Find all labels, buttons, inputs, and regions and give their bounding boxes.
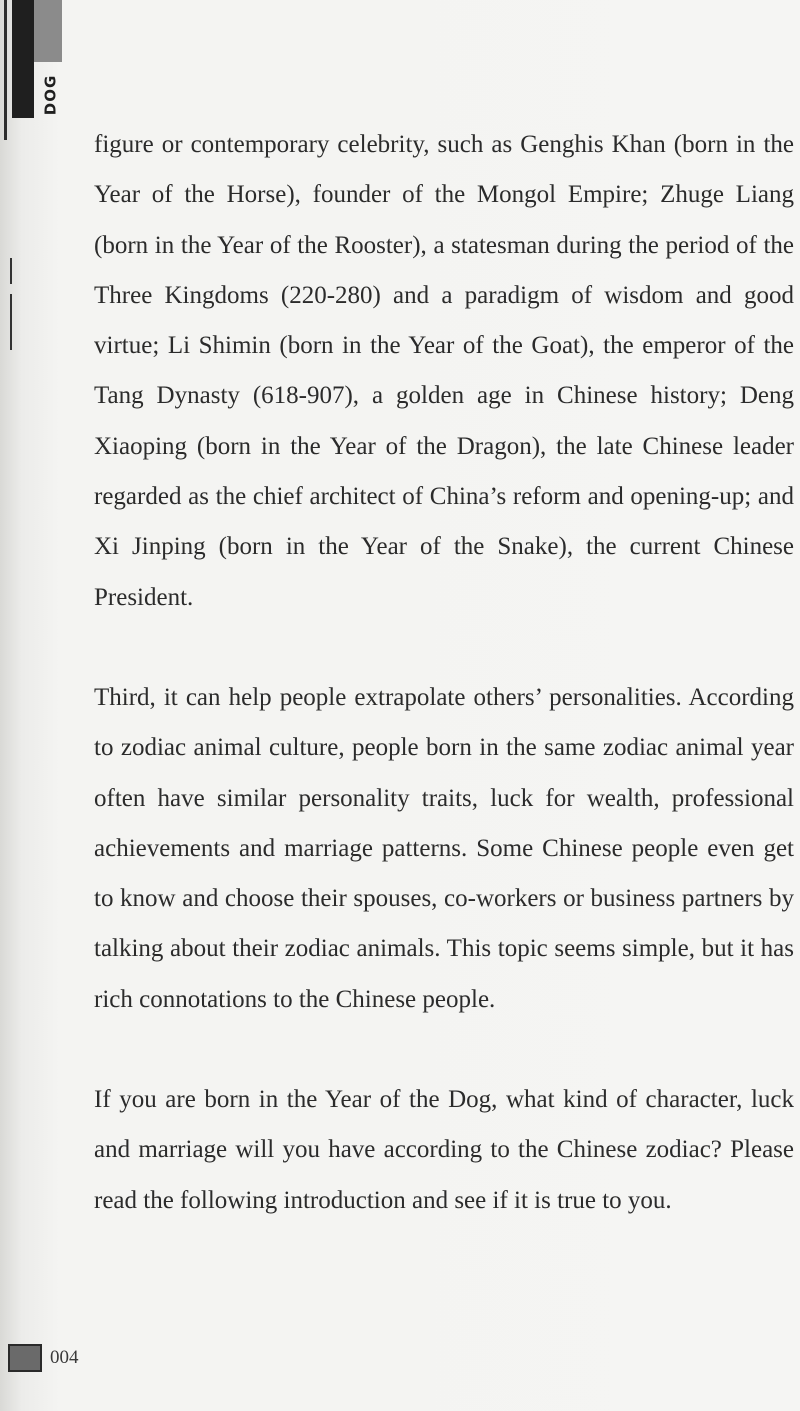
chapter-tab xyxy=(36,72,64,118)
page-number: 004 xyxy=(50,1347,79,1368)
footer-marker xyxy=(8,1344,42,1372)
paragraph-2: Third, it can help people extrapolate others’ personalities. According to zodiac animal culture, people born in the same zodiac animal year often have similar personality traits, luck for wealth, professional achievements and marriage patterns. Some Chinese people even get to know and choose their spouses, co-workers or business partners by talking about their zodiac animals. This topic seems simple, but it has rich connotations to the Chinese people. xyxy=(94,683,794,1013)
paragraph-1: figure or contemporary celebrity, such as Genghis Khan (born in the Year of the Horse), founder of the Mongol Empire; Zhuge Liang (born in the Year of the Rooster), a statesman during the period of the Three Kingdoms (220-280) and a paradigm of wisdom and good virtue; Li Shimin (born in the Year of the Goat), the emperor of the Tang Dynasty (618-907), a golden age in Chinese history; Deng Xiaoping (born in the Year of the Dragon), the late Chinese leader regarded as the chief architect of China’s reform and opening-up; and Xi Jinping (born in the Year of the Snake), the current Chinese President. xyxy=(94,131,794,611)
page-footer xyxy=(8,1344,79,1372)
chapter-tab-accent xyxy=(34,0,62,62)
paragraph-3: If you are born in the Year of the Dog, what kind of character, luck and marriage will you have according to the Chinese zodiac? Please read the following introduction and see if it is true to you. xyxy=(94,1086,794,1214)
margin-rule xyxy=(4,0,7,140)
chapter-tab-label: DOG xyxy=(41,74,60,116)
edge-mark xyxy=(10,258,12,284)
body-text xyxy=(94,120,794,1226)
chapter-tab-block xyxy=(12,0,34,118)
edge-mark xyxy=(10,294,12,350)
